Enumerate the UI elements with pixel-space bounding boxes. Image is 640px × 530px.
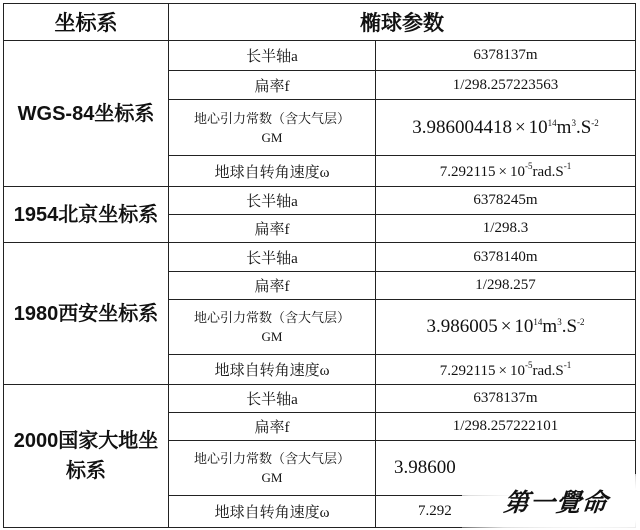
ellipsoid-parameter-table [3,3,636,528]
table-row [4,41,636,71]
value-unit-2: .S [561,316,578,337]
system-name-wgs84: WGS-84坐标系 [4,41,169,187]
table-row [4,385,636,413]
param-label-line2: GM [261,329,283,344]
param-value: 1/298.3 [376,215,636,243]
param-value: 1/298.257 [376,272,636,300]
param-label: 长半轴a [169,243,376,272]
header-row [4,4,636,41]
unit-exponent: -1 [563,359,572,370]
value-unit: rad.S [532,164,564,180]
watermark-logo [462,474,640,530]
param-value: $7.292115 \times 10^{-5}rad.S^{-1}$ [376,156,636,187]
param-value: 6378245m [376,187,636,215]
table-row [4,187,636,215]
times-sign: × [514,116,526,138]
watermark-text: 第一覺命 [502,488,610,517]
value-exponent: 14 [547,117,557,128]
param-label: 扁率f [169,71,376,100]
param-label [169,100,376,156]
times-sign: × [500,316,512,337]
system-name-beijing1954: 1954北京坐标系 [4,187,169,243]
param-value: 1/298.257222101 [376,413,636,441]
param-label: 扁率f [169,272,376,300]
param-value: 6378137m [376,385,636,413]
header-coordinate-system: 坐标系 [4,4,169,41]
value-unit-2: .S [575,116,592,138]
unit-exponent-2: -2 [577,317,585,327]
system-name-cgcs2000: 2000国家大地坐标系 [4,385,169,528]
value-unit: m [542,316,558,337]
param-label: 扁率f [169,413,376,441]
param-label-line1: 地心引力常数（含大气层） [193,310,350,325]
param-label: 长半轴a [169,187,376,215]
value-exponent: -5 [524,359,533,370]
param-label: 长半轴a [169,41,376,71]
value-coefficient: 3.98600 [394,457,456,478]
param-value: 1/298.257223563 [376,71,636,100]
times-sign: × [498,362,507,379]
value-exponent: 14 [533,317,543,327]
unit-exponent-2: -2 [591,117,599,128]
param-label-line1: 地心引力常数（含大气层） [193,110,350,126]
value-coefficient: 3.986004418 [412,116,512,138]
param-label: 地球自转角速度ω [169,355,376,385]
unit-exponent: -1 [563,161,572,171]
value-exponent: -5 [524,161,533,171]
param-label-line1: 地心引力常数（含大气层） [193,451,350,466]
value-coefficient: 7.292 [418,503,452,519]
unit-exponent: 3 [571,117,576,128]
param-value: $3.986005 \times 10^{14}m^3.S^{-2}$ [376,300,636,355]
param-value: 6378140m [376,243,636,272]
param-label [169,441,376,496]
value-coefficient: 7.292115 [439,362,496,379]
system-name-xian1980: 1980西安坐标系 [4,243,169,385]
times-sign: × [498,164,507,180]
param-label-line2: GM [261,470,283,485]
param-label: 地球自转角速度ω [169,156,376,187]
param-value: 6378137m [376,41,636,71]
header-ellipsoid-parameters: 椭球参数 [169,4,636,41]
param-label: 长半轴a [169,385,376,413]
param-value: $7.292115 \times 10^{-5}rad.S^{-1}$ [376,355,636,385]
param-label [169,300,376,355]
value-coefficient: 3.986005 [426,316,498,337]
unit-exponent: 3 [557,317,562,327]
param-label-line2: GM [261,129,283,145]
value-unit: m [556,116,572,138]
param-label: 地球自转角速度ω [169,496,376,528]
value-unit: rad.S [532,362,564,379]
value-coefficient: 7.292115 [439,164,496,180]
param-label: 扁率f [169,215,376,243]
table-row [4,243,636,272]
param-value: $3.986004418 \times 10^{14}m^3.S^{-2}$ [376,100,636,156]
